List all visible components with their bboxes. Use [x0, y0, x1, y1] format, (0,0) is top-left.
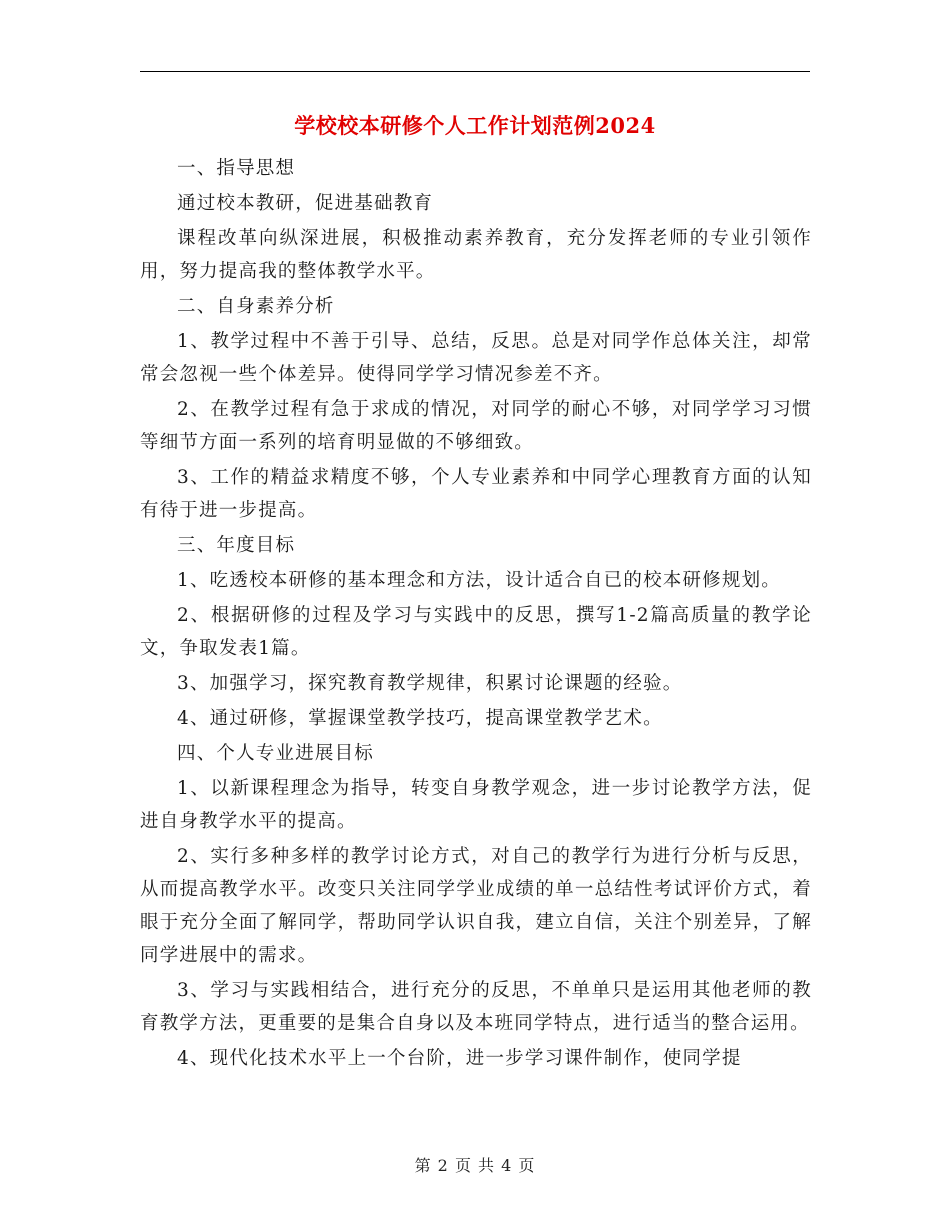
header-rule — [140, 71, 810, 72]
body-paragraph: 4、现代化技术水平上一个台阶，进一步学习课件制作，使同学提 — [177, 1048, 742, 1069]
body-paragraph: 1、以新课程理念为指导，转变自身教学观念，进一步讨论教学方法，促进自身教学水平的提高。 — [140, 778, 812, 832]
body-paragraph: 2、在教学过程有急于求成的情况，对同学的耐心不够，对同学学习习惯等细节方面一系列的培育明显做的不够细致。 — [140, 399, 812, 453]
body-paragraph: 3、学习与实践相结合，进行充分的反思，不单单只是运用其他老师的教育教学方法，更重要的是集合自身以及本班同学特点，进行适当的整合运用。 — [140, 980, 812, 1034]
section-heading-annual-goals: 三、年度目标 — [177, 535, 296, 556]
body-paragraph: 1、吃透校本研修的基本理念和方法，设计适合自已的校本研修规划。 — [177, 570, 781, 591]
section-heading-guiding-thought: 一、指导思想 — [177, 158, 296, 179]
body-paragraph: 3、工作的精益求精度不够，个人专业素养和中同学心理教育方面的认知有待于进一步提高。 — [140, 467, 812, 521]
body-paragraph: 通过校本教研，促进基础教育 — [177, 193, 434, 214]
document-body — [140, 152, 812, 1077]
body-paragraph: 4、通过研修，掌握课堂教学技巧，提高课堂教学艺术。 — [177, 708, 663, 729]
section-heading-professional-goals: 四、个人专业进展目标 — [177, 743, 375, 764]
body-paragraph: 3、加强学习，探究教育教学规律，积累讨论课题的经验。 — [177, 673, 683, 694]
body-paragraph: 2、根据研修的过程及学习与实践中的反思，撰写1-2篇高质量的教学论文，争取发表1篇。 — [140, 605, 812, 659]
document-title: 学校校本研修个人工作计划范例2024 — [294, 113, 656, 138]
body-paragraph: 课程改革向纵深进展，积极推动素养教育，充分发挥老师的专业引领作用，努力提高我的整体教学水平。 — [140, 228, 812, 282]
page-number-footer: 第 2 页 共 4 页 — [414, 1156, 536, 1175]
body-paragraph: 1、教学过程中不善于引导、总结，反思。总是对同学作总体关注，却常常会忽视一些个体差异。使得同学学习情况参差不齐。 — [140, 331, 812, 385]
body-paragraph: 2、实行多种多样的教学讨论方式，对自己的教学行为进行分析与反思，从而提高教学水平。改变只关注同学学业成绩的单一总结性考试评价方式，着眼于充分全面了解同学，帮助同学认识自我，建立自信，关注个别差异，了解同学进展中的需求。 — [140, 846, 812, 966]
section-heading-self-analysis: 二、自身素养分析 — [177, 296, 335, 317]
